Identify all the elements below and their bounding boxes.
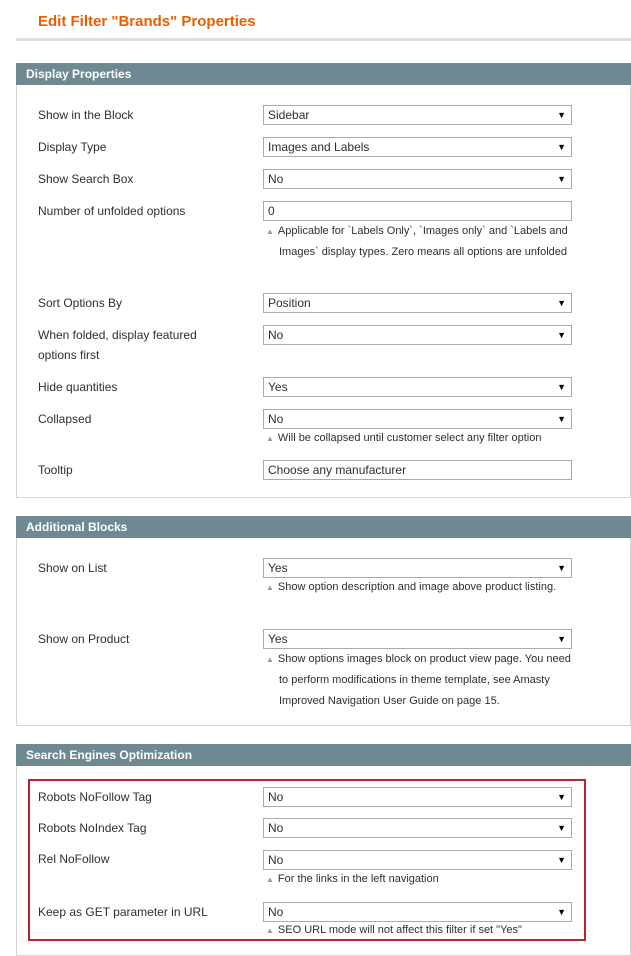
note-triangle-icon: ▲	[266, 227, 274, 236]
page-title: Edit Filter "Brands" Properties	[38, 13, 256, 30]
dropdown-arrow-icon: ▼	[557, 330, 566, 340]
select-show-on-list[interactable]	[263, 558, 572, 578]
dropdown-arrow-icon: ▼	[557, 298, 566, 308]
select-value: Yes	[268, 632, 288, 646]
note-triangle-icon: ▲	[266, 434, 274, 443]
select-value: Yes	[268, 561, 288, 575]
select-value: Position	[268, 296, 311, 310]
note-triangle-icon: ▲	[266, 875, 274, 884]
note-show-on-product	[266, 649, 578, 712]
label-tooltip: Tooltip	[38, 463, 73, 477]
label-show-search-box: Show Search Box	[38, 172, 134, 186]
label-show-in-block: Show in the Block	[38, 108, 134, 122]
select-value: No	[268, 412, 284, 426]
label-collapsed: Collapsed	[38, 412, 92, 426]
label-keep-get-param: Keep as GET parameter in URL	[38, 905, 208, 919]
label-robots-nofollow: Robots NoFollow Tag	[38, 790, 152, 804]
label-sort-options-by: Sort Options By	[38, 296, 123, 310]
dropdown-arrow-icon: ▼	[557, 792, 566, 802]
label-rel-nofollow: Rel NoFollow	[38, 852, 110, 866]
select-show-search-box[interactable]	[263, 169, 572, 189]
select-value: No	[268, 853, 284, 867]
section-header-seo[interactable]: Search Engines Optimization	[16, 744, 631, 766]
select-show-in-block[interactable]	[263, 105, 572, 125]
note-triangle-icon: ▲	[266, 655, 274, 664]
dropdown-arrow-icon: ▼	[557, 563, 566, 573]
select-value: No	[268, 172, 284, 186]
dropdown-arrow-icon: ▼	[557, 907, 566, 917]
input-unfolded-options[interactable]: 0	[263, 201, 572, 221]
note-text: SEO URL mode will not affect this filter if set "Yes"	[277, 924, 522, 936]
note-text: Show option description and image above product listing.	[277, 581, 557, 593]
note-triangle-icon: ▲	[266, 583, 274, 592]
note-text: For the links in the left navigation	[277, 873, 439, 885]
select-value: No	[268, 790, 284, 804]
note-text: Will be collapsed until customer select any filter option	[277, 432, 542, 444]
select-value: Images and Labels	[268, 140, 370, 154]
note-collapsed	[266, 428, 574, 449]
dropdown-arrow-icon: ▼	[557, 110, 566, 120]
dropdown-arrow-icon: ▼	[557, 823, 566, 833]
note-text: Show options images block on product view page. You need to perform modifications in theme template, see Amasty Improved Navigation User Guide on page 15.	[277, 653, 571, 707]
section-header-display-properties[interactable]: Display Properties	[16, 63, 631, 85]
select-value: Sidebar	[268, 108, 310, 122]
select-show-on-product[interactable]	[263, 629, 572, 649]
select-value: Yes	[268, 380, 288, 394]
title-divider	[16, 38, 631, 41]
label-robots-noindex: Robots NoIndex Tag	[38, 821, 147, 835]
dropdown-arrow-icon: ▼	[557, 142, 566, 152]
note-unfolded-options	[266, 221, 576, 263]
label-featured-first: When folded, display featured options first	[38, 328, 197, 362]
section-header-additional-blocks[interactable]: Additional Blocks	[16, 516, 631, 538]
select-value: No	[268, 821, 284, 835]
note-show-on-list	[266, 577, 566, 598]
input-tooltip[interactable]: Choose any manufacturer	[263, 460, 572, 480]
select-display-type[interactable]	[263, 137, 572, 157]
label-show-on-product: Show on Product	[38, 632, 130, 646]
note-triangle-icon: ▲	[266, 926, 274, 935]
select-hide-quantities[interactable]	[263, 377, 572, 397]
label-display-type: Display Type	[38, 140, 107, 154]
label-hide-quantities: Hide quantities	[38, 380, 118, 394]
select-featured-first[interactable]	[263, 325, 572, 345]
select-value: No	[268, 328, 284, 342]
label-unfolded-options: Number of unfolded options	[38, 204, 186, 218]
label-show-on-list: Show on List	[38, 561, 107, 575]
note-text: Applicable for `Labels Only`, `Images only` and `Labels and Images` display types. Zero means all options are unfolded	[277, 225, 568, 258]
dropdown-arrow-icon: ▼	[557, 855, 566, 865]
dropdown-arrow-icon: ▼	[557, 174, 566, 184]
dropdown-arrow-icon: ▼	[557, 634, 566, 644]
seo-highlight-frame	[28, 779, 586, 941]
select-value: No	[268, 905, 284, 919]
select-sort-options-by[interactable]	[263, 293, 572, 313]
dropdown-arrow-icon: ▼	[557, 382, 566, 392]
select-collapsed[interactable]	[263, 409, 572, 429]
dropdown-arrow-icon: ▼	[557, 414, 566, 424]
